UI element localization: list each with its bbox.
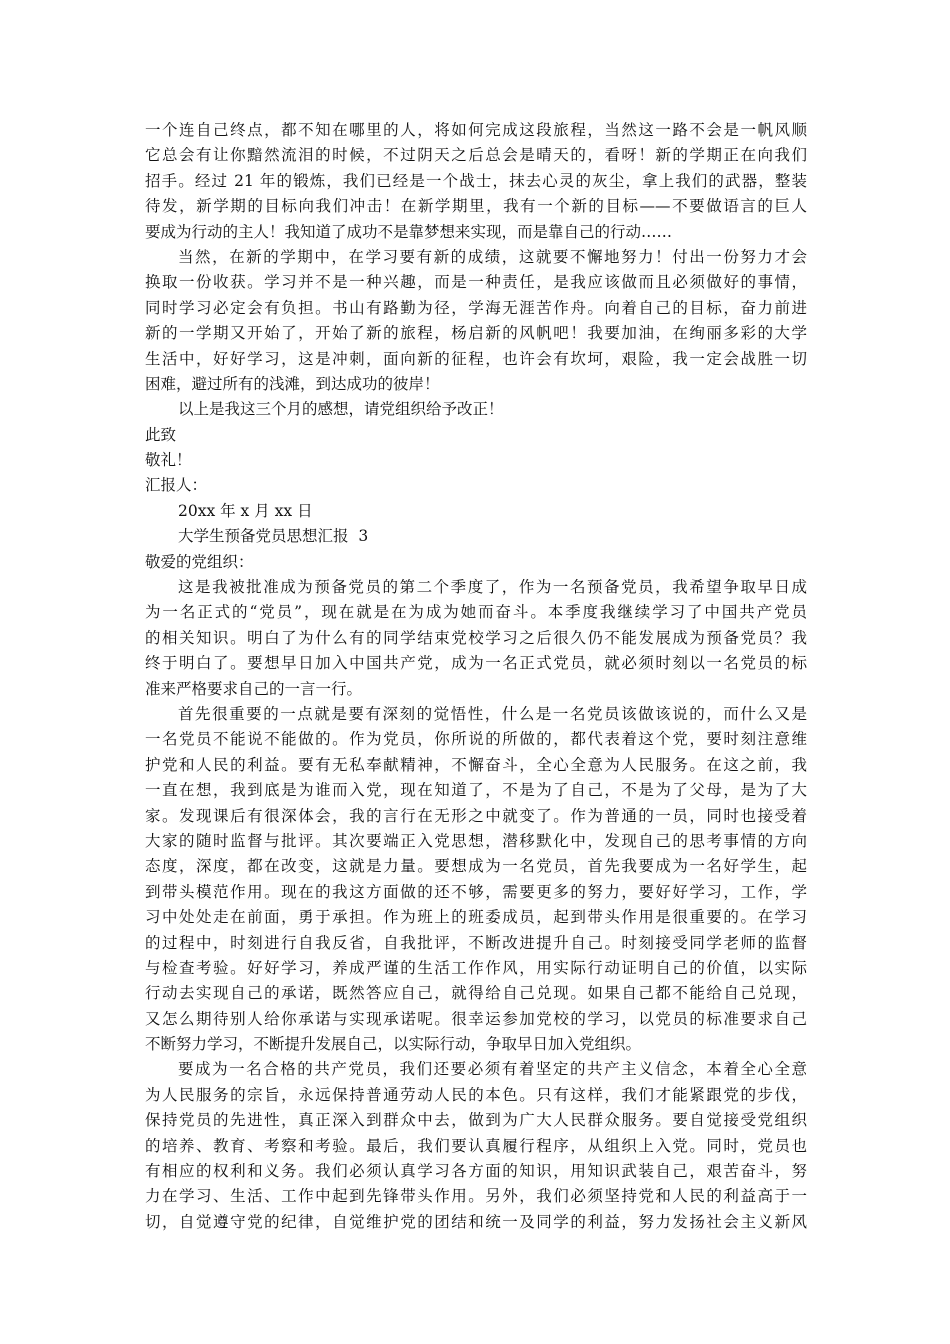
text-line: 困难，避过所有的浅滩，到达成功的彼岸！ (145, 374, 440, 393)
text-line: 招手。经过 21 年的锻炼，我们已经是一个战士，抹去心灵的灰尘，拿上我们的武器，整装 (145, 171, 807, 190)
text-line: 大学生预备党员思想汇报 3 (178, 527, 369, 546)
text-line: 有相应的权利和义务。我们必须认真学习各方面的知识，用知识武装自己，艰苦奋斗，努 (145, 1162, 807, 1181)
text-line: 一名党员不能说不能做的。作为党员，你所说的所做的，都代表着这个党，要时刻注意维 (145, 730, 807, 749)
text-line: 敬礼！ (145, 451, 192, 470)
text-line: 一个连自己终点，都不知在哪里的人，将如何完成这段旅程，当然这一路不会是一帆风顺 (145, 121, 807, 139)
closing-respect (145, 448, 807, 473)
text-line: 为一名正式的“党员”，现在就是在为成为她而奋斗。本季度我继续学习了中国共产党员 (145, 603, 807, 622)
text-line: 护党和人民的利益。要有无私奉献精神，不懈奋斗，全心全意为人民服务。在这之前，我 (145, 755, 807, 774)
text-line: 生活中，好好学习，这是冲刺，面向新的征程，也许会有坎坷，艰险，我一定会战胜一切 (145, 349, 807, 368)
closing-salutation (145, 423, 807, 448)
text-line: 态度，深度，都在改变，这就是力量。要想成为一名党员，首先我要成为一名好学生，起 (145, 857, 807, 876)
text-line: 这是我被批准成为预备党员的第二个季度了，作为一名预备党员，我希望争取早日成 (178, 578, 807, 597)
text-line: 此致 (145, 425, 177, 444)
text-line: 汇报人： (145, 476, 208, 495)
text-line: 行动去实现自己的承诺，既然答应自己，就得给自己兑现。如果自己都不能给自己兑现， (145, 984, 807, 1003)
text-line: 要成为一名合格的共产党员，我们还要必须有着坚定的共产主义信念，本着全心全意 (178, 1060, 807, 1079)
text-line: 要成为行动的主人！我知道了成功不是靠梦想来实现，而是靠自己的行动…… (145, 222, 673, 241)
text-line: 终于明白了。要想早日加入中国共产党，成为一名正式党员，就必须时刻以一名党员的标 (145, 654, 807, 673)
text-line: 以上是我这三个月的感想，请党组织给予改正！ (178, 400, 504, 419)
text-line: 首先很重要的一点就是要有深刻的觉悟性，什么是一名党员该做该说的，而什么又是 (178, 704, 807, 723)
text-line: 保持党员的先进性，真正深入到群众中去，做到为广大人民群众服务。要自觉接受党组织 (145, 1111, 807, 1130)
text-line: 又怎么期待别人给你承诺与实现承诺呢。很幸运参加党校的学习，以党员的标准要求自己 (145, 1009, 807, 1028)
document-page (145, 118, 807, 1235)
text-line: 换取一份收获。学习并不是一种兴趣，而是一种责任，是我应该做而且必须做好的事情， (145, 273, 807, 292)
text-line: 一直在想，我到底是为谁而入党，现在知道了，不是为了自己，不是为了父母，是为了大 (145, 781, 807, 800)
text-line: 不断努力学习，不断提升发展自己，以实际行动，争取早日加入党组织。 (145, 1035, 642, 1054)
text-line: 的相关知识。明白了为什么有的同学结束党校学习之后很久仍不能发展成为预备党员？我 (145, 628, 807, 647)
text-line: 20xx 年 x 月 xx 日 (178, 501, 313, 520)
text-line: 待发，新学期的目标向我们冲击！在新学期里，我有一个新的目标——不要做语言的巨人 (145, 197, 807, 216)
paragraph-3 (145, 397, 807, 422)
text-line: 与检查考验。好好学习，养成严谨的生活工作作风，用实际行动证明自己的价值，以实际 (145, 958, 807, 977)
text-line: 当然，在新的学期中，在学习要有新的成绩，这就要不懈地努力！付出一份努力才会 (178, 247, 807, 266)
paragraph-12 (145, 1057, 807, 1235)
text-line: 到带头模范作用。现在的我这方面做的还不够，需要更多的努力，要好好学习，工作，学 (145, 882, 807, 901)
text-line: 切，自觉遵守党的纪律，自觉维护党的团结和统一及同学的利益，努力发扬社会主义新风 (145, 1212, 807, 1231)
text-line: 敬爱的党组织： (145, 552, 254, 571)
text-line: 力在学习、生活、工作中起到先锋带头作用。另外，我们必须坚持党和人民的利益高于一 (145, 1187, 807, 1206)
text-line: 大家的随时监督与批评。其次要端正入党思想，潜移默化中，发现自己的思考事情的方向 (145, 831, 807, 850)
text-line: 同时学习必定会有负担。书山有路勤为径，学海无涯苦作舟。向着自己的目标，奋力前进 (145, 298, 807, 317)
paragraph-11 (145, 702, 807, 1057)
text-line: 新的一学期又开始了，开始了新的旅程，杨启新的风帆吧！我要加油，在绚丽多彩的大学 (145, 324, 807, 343)
text-line: 的过程中，时刻进行自我反省，自我批评，不断改进提升自己。时刻接受同学老师的监督 (145, 933, 807, 952)
report-date (145, 499, 807, 524)
paragraph-2 (145, 245, 807, 397)
reporter-label (145, 473, 807, 498)
text-line: 习中处处走在前面，勇于承担。作为班上的班委成员，起到带头作用是很重要的。在学习 (145, 908, 807, 927)
paragraph-1 (145, 118, 807, 245)
greeting (145, 550, 807, 575)
text-line: 为人民服务的宗旨，永远保持普通劳动人民的本色。只有这样，我们才能紧跟党的步伐， (145, 1085, 807, 1104)
paragraph-10 (145, 575, 807, 702)
text-line: 的培养、教育、考察和考验。最后，我们要认真履行程序，从组织上入党。同时，党员也 (145, 1136, 807, 1155)
text-line: 准来严格要求自己的一言一行。 (145, 679, 363, 698)
section-title (145, 524, 807, 549)
text-line: 它总会有让你黯然流泪的时候，不过阴天之后总会是晴天的，看呀！新的学期正在向我们 (145, 146, 807, 165)
text-line: 家。发现课后有很深体会，我的言行在无形之中就变了。作为普通的一员，同时也接受着 (145, 806, 807, 825)
